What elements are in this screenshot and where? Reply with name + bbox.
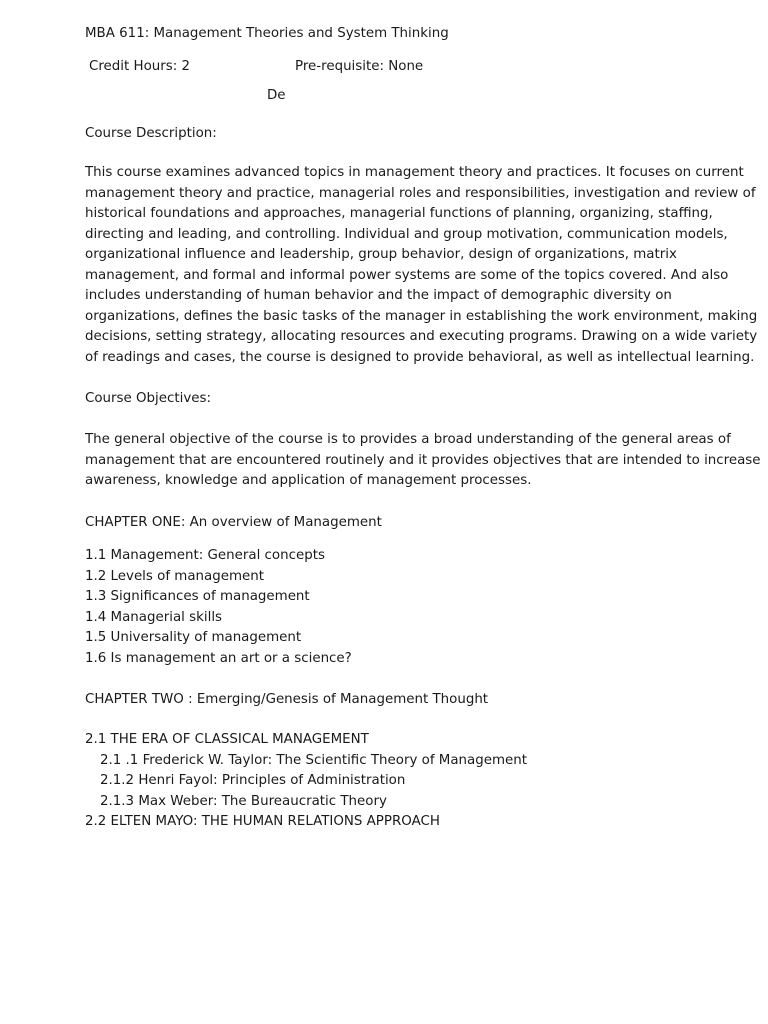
description-heading: Course Description: xyxy=(85,126,217,141)
chapter-one-heading: CHAPTER ONE: An overview of Management xyxy=(85,515,382,530)
list-item: 2.1.3 Max Weber: The Bureaucratic Theory xyxy=(100,793,387,809)
text-fragment: De xyxy=(267,88,286,103)
section-heading: 2.1 THE ERA OF CLASSICAL MANAGEMENT xyxy=(85,732,369,747)
description-line: management theory and practice, managerial roles and responsibilities, investigation and review of xyxy=(85,185,756,201)
list-item: 1.5 Universality of management xyxy=(85,630,302,645)
description-line: decisions, setting strategy, allocating resources and executing programs. Drawing on a wide variety xyxy=(85,329,758,344)
description-line: organizational influence and leadership, group behavior, design of organizations, matrix xyxy=(85,247,677,262)
objectives-line: The general objective of the course is to provides a broad understanding of the general areas of xyxy=(85,432,731,447)
prerequisite: Pre-requisite: None xyxy=(295,59,424,74)
objectives-heading: Course Objectives: xyxy=(85,391,211,406)
list-item: 1.1 Management: General concepts xyxy=(85,548,325,563)
description-line: directing and leading, and controlling. Individual and group motivation, communication models, xyxy=(85,226,728,242)
description-line: management, and formal and informal power systems are some of the topics covered. And also xyxy=(85,267,729,283)
objectives-paragraph xyxy=(85,430,761,492)
description-line: of readings and cases, the course is designed to provide behavioral, as well as intellectual learning. xyxy=(85,349,755,365)
section-heading: 2.2 ELTEN MAYO: THE HUMAN RELATIONS APPROACH xyxy=(85,814,440,829)
description-line: organizations, defines the basic tasks of the manager in establishing the work environment, making xyxy=(85,308,758,324)
description-line: historical foundations and approaches, managerial functions of planning, organizing, staffing, xyxy=(85,206,713,221)
credit-hours: Credit Hours: 2 xyxy=(89,59,191,74)
description-line: This course examines advanced topics in management theory and practices. It focuses on current xyxy=(85,165,744,180)
chapter-one-list xyxy=(85,546,750,669)
objectives-line: management that are encountered routinely and it provides objectives that are intended to increase xyxy=(85,452,761,468)
list-item: 1.6 Is management an art or a science? xyxy=(85,650,352,666)
list-item: 2.1.2 Henri Fayol: Principles of Administration xyxy=(100,773,406,788)
list-item: 2.1 .1 Frederick W. Taylor: The Scientific Theory of Management xyxy=(100,752,528,768)
chapter-two-heading: CHAPTER TWO : Emerging/Genesis of Management Thought xyxy=(85,692,489,707)
objectives-line: awareness, knowledge and application of management processes. xyxy=(85,473,532,488)
chapter-two-list xyxy=(85,730,750,833)
list-item: 1.2 Levels of management xyxy=(85,568,264,584)
description-paragraph xyxy=(85,163,758,368)
description-line: includes understanding of human behavior and the impact of demographic diversity on xyxy=(85,288,672,303)
list-item: 1.3 Significances of management xyxy=(85,589,310,604)
list-item: 1.4 Managerial skills xyxy=(85,609,223,625)
course-title: MBA 611: Management Theories and System Thinking xyxy=(85,26,449,41)
